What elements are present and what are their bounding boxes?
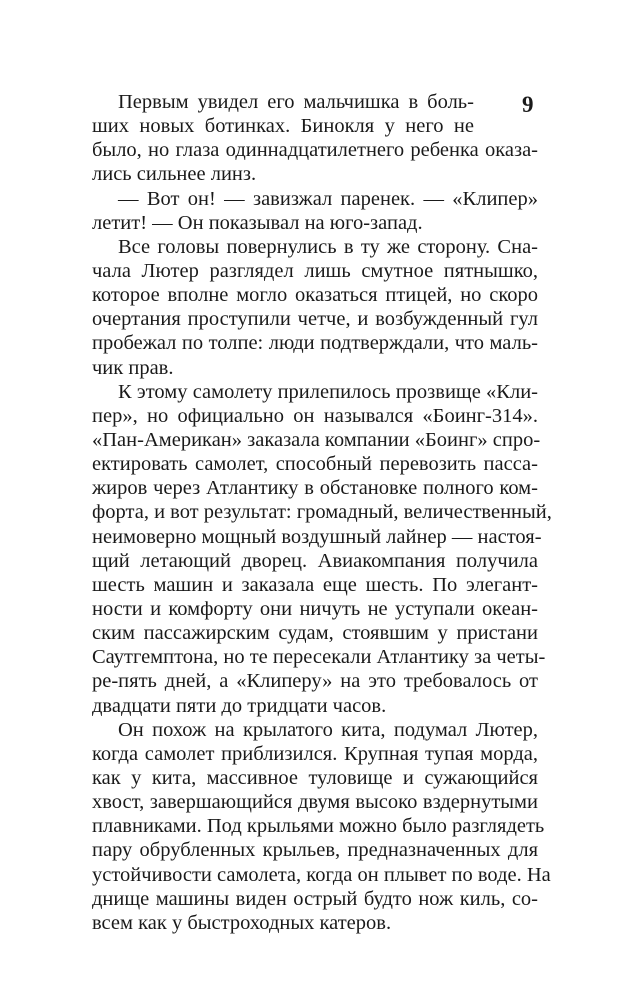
text-line: очертания проступили четче, и возбужденный гул xyxy=(92,308,538,331)
text-line: чик прав. xyxy=(92,356,174,379)
text-line: пробежал по толпе: люди подтверждали, что маль- xyxy=(92,332,538,355)
text-line: Саутгемптона, но те пересекали Атлантику за четы- xyxy=(92,646,546,669)
page-number: 9 xyxy=(522,92,534,117)
text-line: лись сильнее линз. xyxy=(92,163,257,186)
text-line: всем как у быстроходных катеров. xyxy=(92,911,392,934)
text-line: чала Лютер разглядел лишь смутное пятнышко, xyxy=(92,259,538,282)
text-line: устойчивости самолета, когда он плывет по воде. На xyxy=(92,863,551,886)
text-line: пару обрубленных крыльев, предназначенных для xyxy=(92,839,538,862)
text-line: было, но глаза одиннадцатилетнего ребенка оказа- xyxy=(92,139,538,162)
text-line: ре-пять дней, а «Клиперу» на это требовалось от xyxy=(92,670,538,693)
text-line: жиров через Атлантику в обстановке полного ком- xyxy=(92,477,538,500)
text-line: неимоверно мощный воздушный лайнер — настоя- xyxy=(92,525,542,548)
text-line: шесть машин и заказала еще шесть. По элегант- xyxy=(92,573,538,596)
text-line: «Пан-Американ» заказала компании «Боинг» спро- xyxy=(92,428,541,451)
text-line: как у кита, массивное туловище и сужающийся xyxy=(92,766,538,789)
text-line: ших новых ботинках. Бинокля у него не xyxy=(92,115,474,138)
text-line: ности и комфорту они ничуть не уступали океан- xyxy=(92,597,538,620)
text-line: днище машины виден острый будто нож киль, со- xyxy=(92,887,538,910)
text-line: К этому самолету прилепилось прозвище «Кли- xyxy=(118,380,538,403)
text-line: хвост, завершающийся двумя высоко вздернутыми xyxy=(92,791,538,814)
text-line: плавниками. Под крыльями можно было разглядеть xyxy=(92,815,545,838)
text-line: Первым увидел его мальчишка в боль- xyxy=(118,91,474,113)
text-line: которое вполне могло оказаться птицей, но скоро xyxy=(92,284,538,307)
body-text xyxy=(92,90,552,935)
text-line: щий летающий дворец. Авиакомпания получила xyxy=(92,549,538,572)
text-line: Все головы повернулись в ту же сторону. Сна- xyxy=(118,235,538,258)
text-line: двадцати пяти до тридцати часов. xyxy=(92,694,387,717)
text-line: летит! — Он показывал на юго-запад. xyxy=(92,211,423,234)
text-line: пер», но официально он назывался «Боинг-314». xyxy=(92,404,538,427)
text-line: ектировать самолет, способный перевозить пасса- xyxy=(92,453,538,476)
text-line: — Вот он! — завизжал паренек. — «Клипер» xyxy=(118,187,538,210)
text-line: форта, и вот результат: громадный, величественный, xyxy=(92,501,552,524)
text-line: когда самолет приблизился. Крупная тупая морда, xyxy=(92,742,538,765)
text-line: Он похож на крылатого кита, подумал Лютер, xyxy=(118,718,538,741)
text-line: ским пассажирским судам, стоявшим у пристани xyxy=(92,622,538,645)
